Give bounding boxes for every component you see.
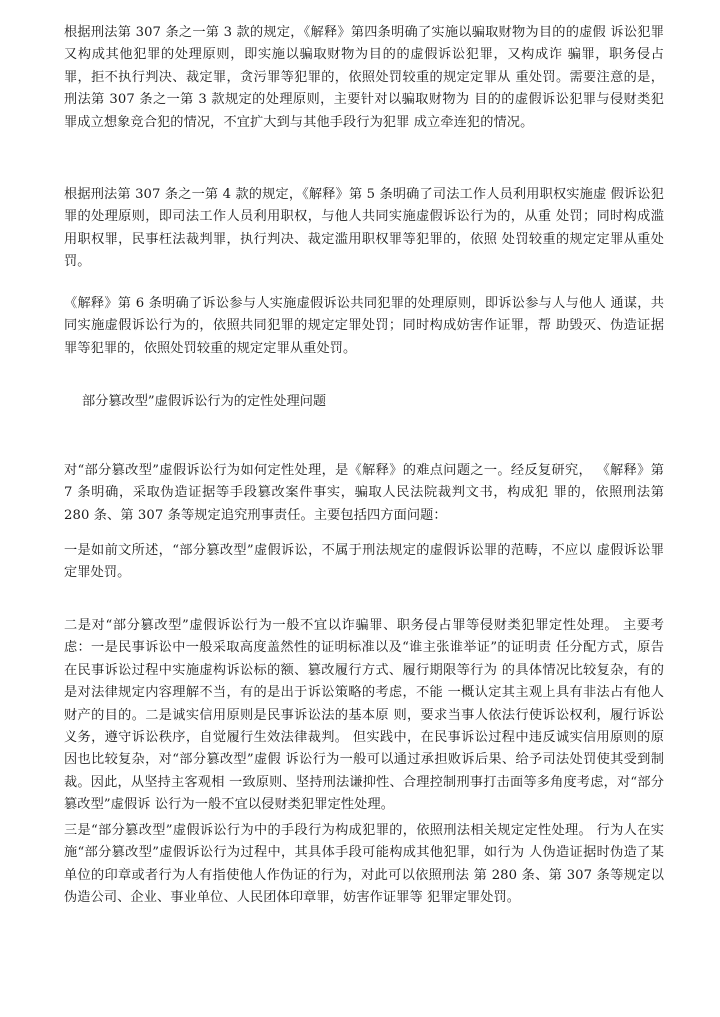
paragraph-point-three: 三是“部分篡改型”虚假诉讼行为中的手段行为构成犯罪的，依照刑法相关规定定性处理。 行为人在实施“部分篡改型”虚假诉讼行为过程中，其具体手段可能构成其他犯罪，如行为 人伪造证据时伪造了某单位的印章或者行为人有指使他人作伪证的行为，对此可以依照刑法 第 280 条、第 307 条等规定以伪造公司、企业、事业单位、人民团体印章罪，妨害作证罪等 犯罪定罪处罚。 xyxy=(64,823,664,906)
paragraph-point-two: 二是对“部分篡改型”虚假诉讼行为一般不宜以诈骗罪、职务侵占罪等侵财类犯罪定性处理。 主要考虑：一是民事诉讼中一般采取高度盖然性的证明标准以及“谁主张谁举证”的证明责 任分配方式，原告在民事诉讼过程中实施虚构诉讼标的额、篡改履行方式、履行期限等行为 的具体情况比较复杂，有的是对法律规定内容理解不当，有的是出于诉讼策略的考虑，不能 一概认定其主观上具有非法占有他人财产的目的。二是诚实信用原则是民事诉讼法的基本原 则，要求当事人依法行使诉讼权利，履行诉讼义务，遵守诉讼秩序，自觉履行生效法律裁判。 但实践中，在民事诉讼过程中违反诚实信用原则的原因也比较复杂，对“部分篡改型”虚假 诉讼行为一般可以通过承担败诉后果、给予司法处罚使其受到制裁。因此，从坚持主客观相 一致原则、坚持刑法谦抑性、合理控制刑事打击面等多角度考虑，对“部分篡改型”虚假诉 讼行为一般不宜以侵财类犯罪定性处理。 xyxy=(64,618,664,813)
paragraph-article-6: 《解释》第 6 条明确了诉讼参与人实施虚假诉讼共同犯罪的处理原则，即诉讼参与人与他人 通谋，共同实施虚假诉讼行为的，依照共同犯罪的规定定罪处罚；同时构成妨害作证罪，帮 助毁灭、伪造证据罪等犯罪的，依照处罚较重的规定定罪从重处罚。 xyxy=(64,296,664,356)
section-heading: 部分篡改型”虚假诉讼行为的定性处理问题 xyxy=(82,394,327,409)
paragraph-point-one: 一是如前文所述，“部分篡改型”虚假诉讼，不属于刑法规定的虚假诉讼罪的范畴，不应以 虚假诉讼罪定罪处罚。 xyxy=(64,543,664,581)
paragraph-article-4: 根据刑法第 307 条之一第 3 款的规定，《解释》第四条明确了实施以骗取财物为目的的虚假 诉讼犯罪又构成其他犯罪的处理原则，即实施以骗取财物为目的的虚假诉讼犯罪，又构成诈 骗罪，职务侵占罪，拒不执行判决、裁定罪，贪污罪等犯罪的，依照处罚较重的规定定罪从 重处罚。需要注意的是，刑法第 307 条之一第 3 款规定的处理原则，主要针对以骗取财物为 目的的虚假诉讼犯罪与侵财类犯罪成立想象竞合犯的情况，不宜扩大到与其他手段行为犯罪 成立牵连犯的情况。 xyxy=(64,25,664,130)
paragraph-article-5: 根据刑法第 307 条之一第 4 款的规定，《解释》第 5 条明确了司法工作人员利用职权实施虚 假诉讼犯罪的处理原则，即司法工作人员利用职权，与他人共同实施虚假诉讼行为的，从重 处罚；同时构成滥用职权罪，民事枉法裁判罪，执行判决、裁定滥用职权罪等犯罪的，依照 处罚较重的规定定罪从重处罚。 xyxy=(64,187,664,270)
paragraph-article-7-intro: 对“部分篡改型”虚假诉讼行为如何定性处理，是《解释》的难点问题之一。经反复研究， 《解释》第 7 条明确，采取伪造证据等手段篡改案件事实，骗取人民法院裁判文书，构成犯 罪的，依照刑法第 280 条、第 307 条等规定追究刑事责任。主要包括四方面问题： xyxy=(64,463,664,523)
